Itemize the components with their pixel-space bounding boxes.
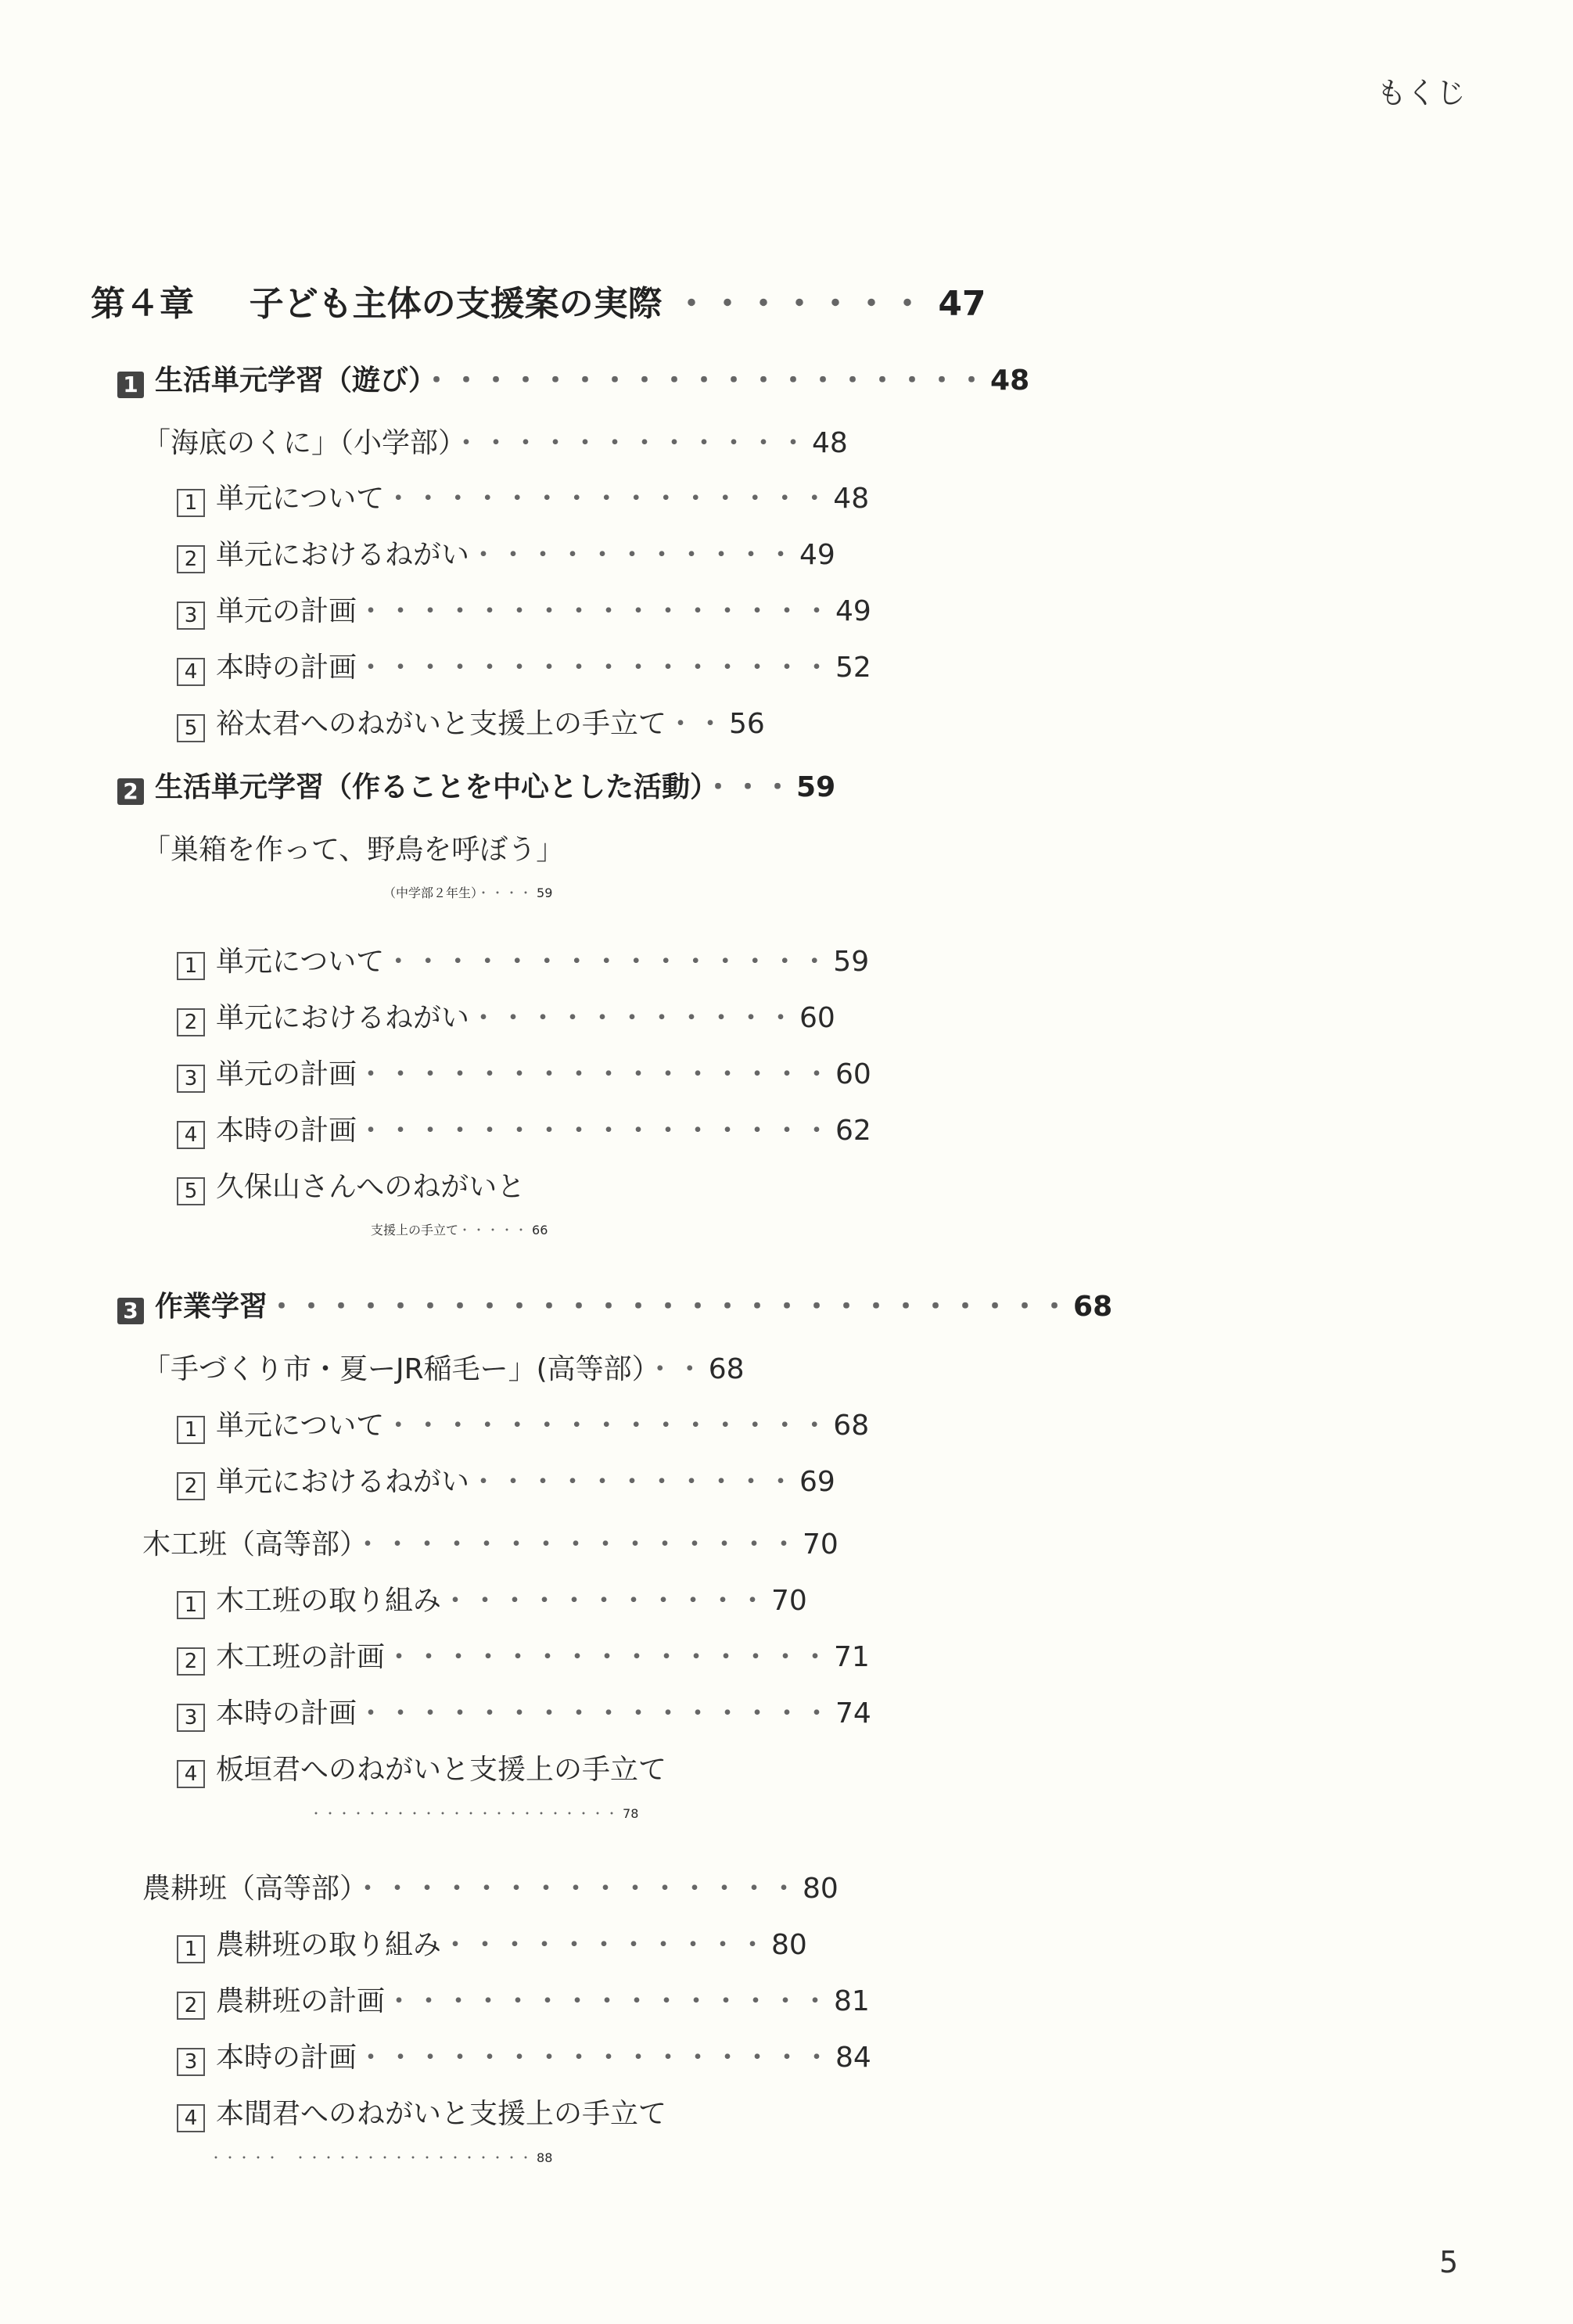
entry-page-number: 74 (835, 1697, 871, 1730)
entry-title: 久保山さんへのねがいと (216, 1171, 526, 1203)
entry-page-number: 68 (1073, 1291, 1113, 1323)
entry-title: 単元におけるねがい (216, 539, 470, 571)
item-number-box: 4 (177, 2104, 205, 2132)
section-number-badge: 1 (117, 372, 144, 398)
toc-entry (142, 828, 564, 867)
page-number: 5 (1439, 2245, 1459, 2279)
item-number-box: 2 (177, 1992, 205, 2020)
entry-page-number: 49 (799, 539, 835, 571)
toc-entry (142, 1522, 839, 1562)
entry-title: （中学部２年生） (383, 885, 478, 900)
entry-page-number: 59 (537, 885, 553, 900)
toc-entry (177, 2035, 871, 2076)
entry-title: 農耕班（高等部） (142, 1873, 354, 1905)
toc-entry (177, 589, 871, 630)
toc-entry (117, 1284, 1112, 1324)
chapter-page: 47 (938, 284, 986, 324)
toc-entry (177, 1403, 869, 1444)
dot-leader: ・・・・・・・・・・・・・・・・ (357, 1058, 833, 1090)
entry-title: 本時の計画 (216, 652, 357, 684)
dot-leader: ・・・・・・・・・・・・・・・・ (357, 652, 833, 684)
item-number-box: 2 (177, 1647, 205, 1676)
dot-leader: ・・・・・・・・・・・・・・・・ (357, 595, 833, 627)
dot-leader: ・・・・・・・・・・・・・・・ (385, 1641, 831, 1673)
entry-page-number: 68 (833, 1410, 870, 1442)
toc-entry (177, 702, 765, 742)
toc-entry (177, 939, 869, 980)
entry-page-number: 70 (803, 1528, 839, 1561)
entry-title: 本時の計画 (216, 2042, 357, 2074)
toc-entry (177, 1052, 871, 1093)
running-header: もくじ (1377, 76, 1467, 110)
section-number-badge: 3 (117, 1298, 144, 1324)
item-number-box: 1 (177, 1416, 205, 1444)
entry-title: 木工班の計画 (216, 1641, 386, 1673)
dot-leader: ・・・・・・・・・・・・・・・ (384, 1410, 831, 1442)
toc-entry (177, 1165, 525, 1205)
entry-title: 木工班の取り組み (216, 1585, 442, 1617)
toc-entry (177, 476, 869, 517)
chapter-title: 子ども主体の支援案の実際 (249, 284, 663, 324)
toc-entry (142, 1347, 745, 1387)
dot-leader: ・・・・・・・・・・・ (469, 539, 797, 571)
toc-entry (210, 2148, 552, 2166)
entry-page-number: 48 (990, 365, 1030, 397)
entry-title: 単元について (216, 946, 385, 978)
section-number-badge: 2 (117, 778, 144, 805)
entry-page-number: 66 (532, 1223, 548, 1237)
item-number-box: 2 (177, 545, 205, 573)
entry-title: 生活単元学習（作ることを中心とした活動） (155, 771, 705, 803)
entry-title: 「手づくり市・夏ーJR稲毛ー」(高等部） (142, 1353, 646, 1385)
dot-leader: ・・ (666, 708, 727, 740)
entry-title: 支援上の手立て (371, 1223, 459, 1237)
item-number-box: 3 (177, 2048, 205, 2076)
entry-page-number: 48 (833, 483, 870, 515)
dot-leader: ・・ (645, 1353, 706, 1385)
entry-page-number: 68 (708, 1353, 745, 1385)
item-number-box: 3 (177, 1704, 205, 1732)
toc-entry (117, 765, 835, 805)
dot-leader: ・・・・・・・・・・・・・・・ (384, 946, 831, 978)
toc-entry (117, 358, 1029, 398)
chapter-leader: ・・・・・・・ (673, 284, 926, 324)
entry-page-number: 59 (796, 771, 836, 803)
toc-entry (177, 533, 835, 573)
entry-page-number: 84 (835, 2042, 871, 2074)
entry-title: 単元の計画 (216, 595, 357, 627)
entry-page-number: 60 (835, 1058, 871, 1090)
entry-page-number: 69 (799, 1466, 835, 1498)
entry-page-number: 52 (835, 652, 871, 684)
entry-title: 単元について (216, 483, 385, 515)
entry-title: 農耕班の取り組み (216, 1929, 442, 1961)
toc-entry (177, 1635, 870, 1676)
entry-title: 生活単元学習（遊び） (155, 365, 423, 397)
entry-page-number: 81 (834, 1985, 870, 2017)
toc-entry (383, 883, 552, 901)
dot-leader: ・・・ (704, 771, 794, 803)
toc-entry (177, 1579, 807, 1619)
item-number-box: 5 (177, 714, 205, 742)
dot-leader: ・・・・・・・・・・・・・・・・ (357, 2042, 833, 2074)
dot-leader: ・・・・・・・・・・・ (441, 1929, 769, 1961)
dot-leader: ・・・・・・・・・・・・・・・ (384, 483, 831, 515)
dot-leader: ・・・・・ (458, 1223, 530, 1237)
entry-title: 本時の計画 (216, 1115, 357, 1147)
toc-entry (142, 1866, 839, 1906)
item-number-box: 5 (177, 1177, 205, 1205)
toc-entry (177, 996, 835, 1036)
toc-entry (177, 1923, 807, 1963)
dot-leader: ・・・・・・・・・・・ (469, 1002, 797, 1034)
item-number-box: 2 (177, 1472, 205, 1500)
toc-entry (142, 421, 848, 461)
item-number-box: 1 (177, 1935, 205, 1963)
entry-title: 「海底のくに」（小学部） (142, 427, 453, 459)
item-number-box: 3 (177, 602, 205, 630)
entry-page-number: 88 (537, 2150, 553, 2165)
entry-page-number: 60 (799, 1002, 835, 1034)
entry-title: 農耕班の計画 (216, 1985, 386, 2017)
entry-page-number: 62 (835, 1115, 871, 1147)
dot-leader: ・・・・・・・・・・・・ (452, 427, 810, 459)
entry-page-number: 56 (729, 708, 765, 740)
entry-page-number: 71 (834, 1641, 870, 1673)
entry-title: 裕太君へのねがいと支援上の手立て (216, 708, 667, 740)
dot-leader: ・・・・・・・・・・・・・・・ (354, 1873, 800, 1905)
dot-leader: ・・・・・・・・・・・・・・・ (385, 1985, 831, 2017)
entry-title: 作業学習 (155, 1291, 268, 1323)
dot-leader: ・・・・・・・・・・・・・・・・ (357, 1115, 833, 1147)
toc-entry (310, 1804, 638, 1822)
item-number-box: 1 (177, 952, 205, 980)
entry-page-number: 80 (771, 1929, 807, 1961)
entry-page-number: 80 (803, 1873, 839, 1905)
entry-title: 単元の計画 (216, 1058, 357, 1090)
chapter-heading (91, 275, 986, 325)
toc-entry (177, 1108, 871, 1149)
item-number-box: 4 (177, 1121, 205, 1149)
entry-title: 単元におけるねがい (216, 1466, 470, 1498)
entry-title: 「巣箱を作って、野鳥を呼ぼう」 (142, 834, 565, 866)
entry-title: 木工班（高等部） (142, 1528, 354, 1561)
entry-page-number: 59 (833, 946, 870, 978)
dot-leader: ・・・・・・・・・・・・・・・ (354, 1528, 800, 1561)
toc-entry (371, 1220, 548, 1238)
chapter-label: 第４章 (91, 284, 194, 324)
item-number-box: 1 (177, 489, 205, 517)
entry-title: 単元について (216, 1410, 385, 1442)
entry-title: 板垣君へのねがいと支援上の手立て (216, 1754, 667, 1786)
dot-leader: ・・・・・ ・・・・・・・・・・・・・・・・・ (210, 2150, 534, 2165)
entry-title: 単元におけるねがい (216, 1002, 470, 1034)
toc-entry (177, 1747, 666, 1788)
toc-entry (177, 1460, 835, 1500)
dot-leader: ・・・・・・・・・・・・・・・・・・・ (422, 365, 988, 397)
dot-leader: ・・・・・・・・・・・・・・・・・・・・・・・・・・・ (268, 1291, 1071, 1323)
toc-entry (177, 1691, 871, 1732)
dot-leader: ・・・・・・・・・・・・・・・・ (357, 1697, 833, 1730)
item-number-box: 2 (177, 1008, 205, 1036)
entry-title: 本間君へのねがいと支援上の手立て (216, 2098, 667, 2130)
toc-entry (177, 645, 871, 686)
dot-leader: ・・・・・・・・・・・・・・・・・・・・・・ (310, 1806, 620, 1821)
dot-leader: ・・・・・・・・・・・ (469, 1466, 797, 1498)
toc-entry (177, 1979, 870, 2020)
entry-page-number: 70 (771, 1585, 807, 1617)
item-number-box: 1 (177, 1591, 205, 1619)
dot-leader: ・・・・ (477, 885, 534, 900)
dot-leader: ・・・・・・・・・・・ (441, 1585, 769, 1617)
entry-page-number: 49 (835, 595, 871, 627)
item-number-box: 3 (177, 1065, 205, 1093)
item-number-box: 4 (177, 1760, 205, 1788)
entry-title: 本時の計画 (216, 1697, 357, 1730)
item-number-box: 4 (177, 658, 205, 686)
toc-entry (177, 2092, 666, 2132)
entry-page-number: 78 (623, 1806, 639, 1821)
entry-page-number: 48 (812, 427, 848, 459)
